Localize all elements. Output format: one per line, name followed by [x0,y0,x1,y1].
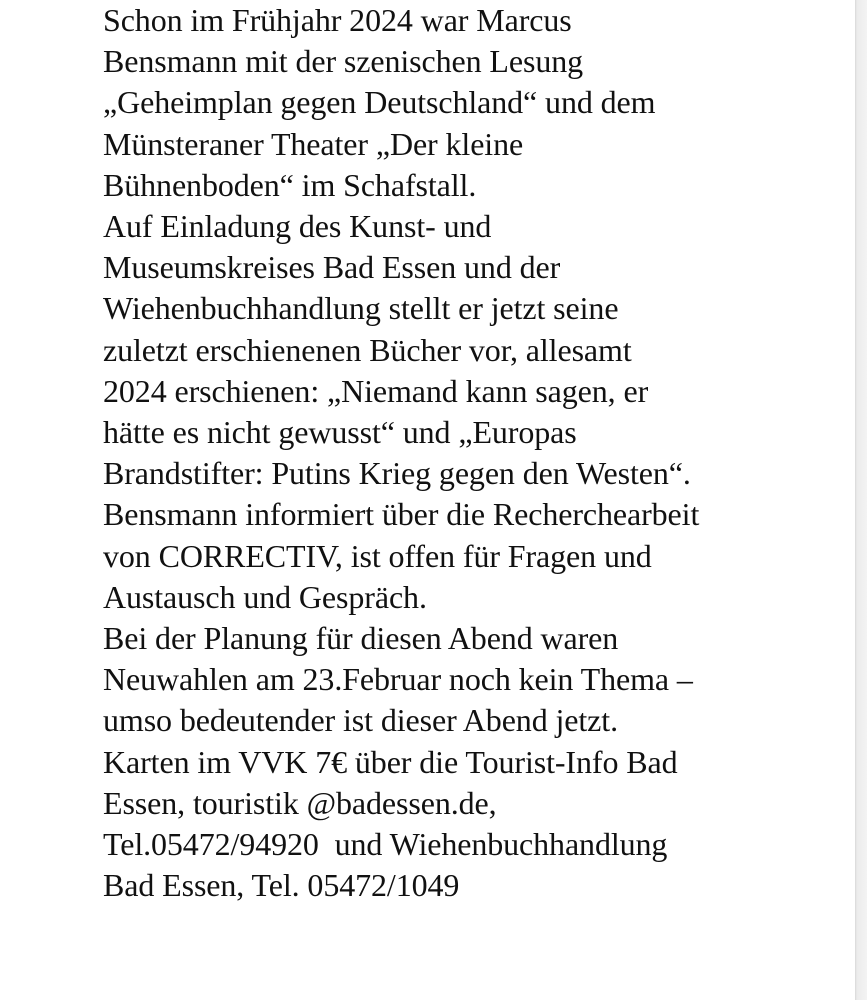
text-line: Neuwahlen am 23.Februar noch kein Thema – [103,661,693,698]
text-line: Münsteraner Theater „Der kleine [103,125,524,162]
text-line: zuletzt erschienenen Bücher vor, allesamt [103,331,632,368]
text-line: von CORRECTIV, ist offen für Fragen und [103,537,652,574]
text-line: Bühnenboden“ im Schafstall. [103,166,477,203]
text-line: Austausch und Gespräch. [103,578,427,615]
text-line: Schon im Frühjahr 2024 war Marcus [103,2,572,38]
text-line: Brandstifter: Putins Krieg gegen den Westen“. [103,455,691,492]
text-line: Tel.05472/94920 und Wiehenbuchhandlung [103,826,668,863]
article-text [103,0,848,906]
text-line: Karten im VVK 7€ über die Tourist-Info Bad [103,743,678,780]
text-line: Bensmann mit der szenischen Lesung [103,43,584,80]
text-line: Bei der Planung für diesen Abend waren [103,620,619,657]
text-line: 2024 erschienen: „Niemand kann sagen, er [103,372,649,409]
page-edge-shadow [855,0,867,1000]
text-line: Museumskreises Bad Essen und der [103,249,561,286]
text-line: Wiehenbuchhandlung stellt er jetzt seine [103,290,619,327]
text-line: Essen, touristik @badessen.de, [103,784,497,821]
text-line: hätte es nicht gewusst“ und „Europas [103,414,577,451]
text-line: umso bedeutender ist dieser Abend jetzt. [103,702,618,739]
text-line: Auf Einladung des Kunst- und [103,208,492,245]
text-line: Bensmann informiert über die Recherchearbeit [103,496,700,533]
text-line: „Geheimplan gegen Deutschland“ und dem [103,84,656,121]
text-line: Bad Essen, Tel. 05472/1049 [103,867,460,904]
